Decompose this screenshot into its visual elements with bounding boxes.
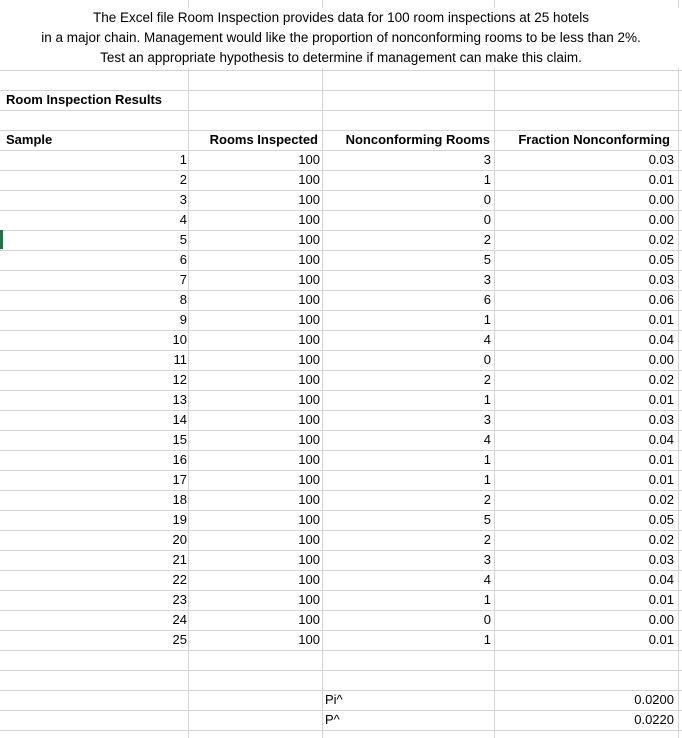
fraction-cell[interactable]: 0.05 — [648, 252, 674, 267]
table-row — [0, 150, 682, 170]
nonconforming-cell[interactable]: 1 — [483, 592, 491, 607]
gridline — [0, 650, 682, 651]
sample-cell[interactable]: 20 — [172, 532, 187, 547]
inspected-cell[interactable]: 100 — [298, 152, 320, 167]
fraction-cell[interactable]: 0.03 — [648, 152, 674, 167]
sample-cell[interactable]: 5 — [179, 232, 187, 247]
sample-cell[interactable]: 4 — [179, 212, 187, 227]
table-row — [0, 190, 682, 210]
inspected-cell[interactable]: 100 — [298, 312, 320, 327]
fraction-cell[interactable]: 0.00 — [648, 352, 674, 367]
fraction-cell[interactable]: 0.01 — [648, 392, 674, 407]
sample-cell[interactable]: 2 — [179, 172, 187, 187]
nonconforming-cell[interactable]: 0 — [483, 352, 491, 367]
inspected-cell[interactable]: 100 — [298, 432, 320, 447]
inspected-cell[interactable]: 100 — [298, 612, 320, 627]
table-row — [0, 430, 682, 450]
nonconforming-cell[interactable]: 1 — [483, 632, 491, 647]
table-row — [0, 450, 682, 470]
sample-cell[interactable]: 21 — [172, 552, 187, 567]
problem-line: in a major chain. Management would like the proportion of nonconforming rooms to be less than 2%. — [41, 30, 641, 45]
sample-cell[interactable]: 22 — [172, 572, 187, 587]
gridline — [0, 670, 682, 671]
inspected-cell[interactable]: 100 — [298, 292, 320, 307]
nonconforming-cell[interactable]: 2 — [483, 372, 491, 387]
inspected-cell[interactable]: 100 — [298, 412, 320, 427]
problem-statement — [0, 8, 682, 68]
summary-value-p-hat[interactable]: 0.0220 — [634, 712, 674, 727]
inspected-cell[interactable]: 100 — [298, 552, 320, 567]
fraction-cell[interactable]: 0.02 — [648, 232, 674, 247]
inspected-cell[interactable]: 100 — [298, 332, 320, 347]
table-row — [0, 530, 682, 550]
fraction-cell[interactable]: 0.00 — [648, 192, 674, 207]
sample-cell[interactable]: 17 — [172, 472, 187, 487]
fraction-cell[interactable]: 0.01 — [648, 472, 674, 487]
inspected-cell[interactable]: 100 — [298, 592, 320, 607]
fraction-cell[interactable]: 0.01 — [648, 312, 674, 327]
sample-cell[interactable]: 19 — [172, 512, 187, 527]
nonconforming-cell[interactable]: 0 — [483, 192, 491, 207]
inspected-cell[interactable]: 100 — [298, 252, 320, 267]
fraction-cell[interactable]: 0.01 — [648, 452, 674, 467]
table-row — [0, 630, 682, 650]
table-row — [0, 610, 682, 630]
fraction-cell[interactable]: 0.01 — [648, 632, 674, 647]
fraction-cell[interactable]: 0.02 — [648, 492, 674, 507]
inspected-cell[interactable]: 100 — [298, 572, 320, 587]
table-row — [0, 310, 682, 330]
fraction-cell[interactable]: 0.05 — [648, 512, 674, 527]
fraction-cell[interactable]: 0.01 — [648, 592, 674, 607]
table-row — [0, 230, 682, 250]
sample-cell[interactable]: 23 — [172, 592, 187, 607]
nonconforming-cell[interactable]: 2 — [483, 492, 491, 507]
nonconforming-cell[interactable]: 1 — [483, 472, 491, 487]
header-sample[interactable]: Sample — [6, 132, 53, 147]
nonconforming-cell[interactable]: 0 — [483, 612, 491, 627]
table-row — [0, 570, 682, 590]
inspected-cell[interactable]: 100 — [298, 212, 320, 227]
table-row — [0, 590, 682, 610]
nonconforming-cell[interactable]: 4 — [483, 332, 491, 347]
fraction-cell[interactable]: 0.06 — [648, 292, 674, 307]
fraction-cell[interactable]: 0.00 — [648, 212, 674, 227]
nonconforming-cell[interactable]: 4 — [483, 432, 491, 447]
nonconforming-cell[interactable]: 1 — [483, 392, 491, 407]
inspected-cell[interactable]: 100 — [298, 352, 320, 367]
header-fraction-nonconforming[interactable]: Fraction Nonconforming — [518, 132, 670, 147]
fraction-cell[interactable]: 0.04 — [648, 432, 674, 447]
sample-cell[interactable]: 9 — [179, 312, 187, 327]
fraction-cell[interactable]: 0.02 — [648, 372, 674, 387]
sample-cell[interactable]: 6 — [179, 252, 187, 267]
inspected-cell[interactable]: 100 — [298, 512, 320, 527]
table-row — [0, 250, 682, 270]
table-row — [0, 270, 682, 290]
nonconforming-cell[interactable]: 5 — [483, 252, 491, 267]
fraction-cell[interactable]: 0.03 — [648, 552, 674, 567]
fraction-cell[interactable]: 0.04 — [648, 572, 674, 587]
sample-cell[interactable]: 1 — [179, 152, 187, 167]
inspected-cell[interactable]: 100 — [298, 492, 320, 507]
nonconforming-cell[interactable]: 1 — [483, 172, 491, 187]
sample-cell[interactable]: 15 — [172, 432, 187, 447]
nonconforming-cell[interactable]: 1 — [483, 452, 491, 467]
table-row — [0, 490, 682, 510]
nonconforming-cell[interactable]: 2 — [483, 232, 491, 247]
table-row — [0, 410, 682, 430]
table-row — [0, 210, 682, 230]
sample-cell[interactable]: 24 — [172, 612, 187, 627]
header-nonconforming-rooms[interactable]: Nonconforming Rooms — [345, 132, 490, 147]
nonconforming-cell[interactable]: 0 — [483, 212, 491, 227]
sample-cell[interactable]: 14 — [172, 412, 187, 427]
sample-cell[interactable]: 13 — [172, 392, 187, 407]
section-title[interactable]: Room Inspection Results — [6, 92, 163, 107]
fraction-cell[interactable]: 0.02 — [648, 532, 674, 547]
table-row — [0, 290, 682, 310]
table-row — [0, 370, 682, 390]
sample-cell[interactable]: 11 — [173, 352, 187, 367]
nonconforming-cell[interactable]: 3 — [483, 552, 491, 567]
nonconforming-cell[interactable]: 5 — [483, 512, 491, 527]
table-row — [0, 330, 682, 350]
problem-line: The Excel file Room Inspection provides data for 100 room inspections at 25 hotels — [92, 10, 590, 25]
inspected-cell[interactable]: 100 — [298, 272, 320, 287]
inspected-cell[interactable]: 100 — [298, 192, 320, 207]
summary-value-pi-hat[interactable]: 0.0200 — [634, 692, 674, 707]
gridline — [0, 110, 682, 111]
nonconforming-cell[interactable]: 3 — [483, 272, 491, 287]
inspected-cell[interactable]: 100 — [298, 532, 320, 547]
problem-line: Test an appropriate hypothesis to determine if management can make this claim. — [100, 50, 582, 65]
nonconforming-cell[interactable]: 2 — [483, 532, 491, 547]
sample-cell[interactable]: 12 — [172, 372, 187, 387]
table-row — [0, 510, 682, 530]
gridline — [0, 70, 682, 71]
sample-cell[interactable]: 10 — [172, 332, 187, 347]
inspected-cell[interactable]: 100 — [298, 232, 320, 247]
summary-label-pi-hat[interactable]: Pi^ — [325, 692, 343, 707]
fraction-cell[interactable]: 0.04 — [648, 332, 674, 347]
fraction-cell[interactable]: 0.03 — [648, 272, 674, 287]
nonconforming-cell[interactable]: 4 — [483, 572, 491, 587]
inspected-cell[interactable]: 100 — [298, 372, 320, 387]
inspected-cell[interactable]: 100 — [298, 392, 320, 407]
table-row — [0, 470, 682, 490]
nonconforming-cell[interactable]: 1 — [483, 312, 491, 327]
table-row — [0, 390, 682, 410]
sample-cell[interactable]: 3 — [179, 192, 187, 207]
fraction-cell[interactable]: 0.03 — [648, 412, 674, 427]
sample-cell[interactable]: 8 — [179, 292, 187, 307]
table-row — [0, 350, 682, 370]
inspected-cell[interactable]: 100 — [298, 452, 320, 467]
inspected-cell[interactable]: 100 — [298, 632, 320, 647]
nonconforming-cell[interactable]: 3 — [483, 412, 491, 427]
fraction-cell[interactable]: 0.01 — [648, 172, 674, 187]
inspected-cell[interactable]: 100 — [298, 472, 320, 487]
nonconforming-cell[interactable]: 6 — [483, 292, 491, 307]
sample-cell[interactable]: 7 — [179, 272, 187, 287]
fraction-cell[interactable]: 0.00 — [648, 612, 674, 627]
sample-cell[interactable]: 18 — [172, 492, 187, 507]
table-row — [0, 550, 682, 570]
table-row — [0, 170, 682, 190]
sample-cell[interactable]: 16 — [172, 452, 187, 467]
sample-cell[interactable]: 25 — [172, 632, 187, 647]
inspected-cell[interactable]: 100 — [298, 172, 320, 187]
header-rooms-inspected[interactable]: Rooms Inspected — [209, 132, 318, 147]
summary-label-p-hat[interactable]: P^ — [325, 712, 340, 727]
gridline — [0, 730, 682, 731]
nonconforming-cell[interactable]: 3 — [483, 152, 491, 167]
